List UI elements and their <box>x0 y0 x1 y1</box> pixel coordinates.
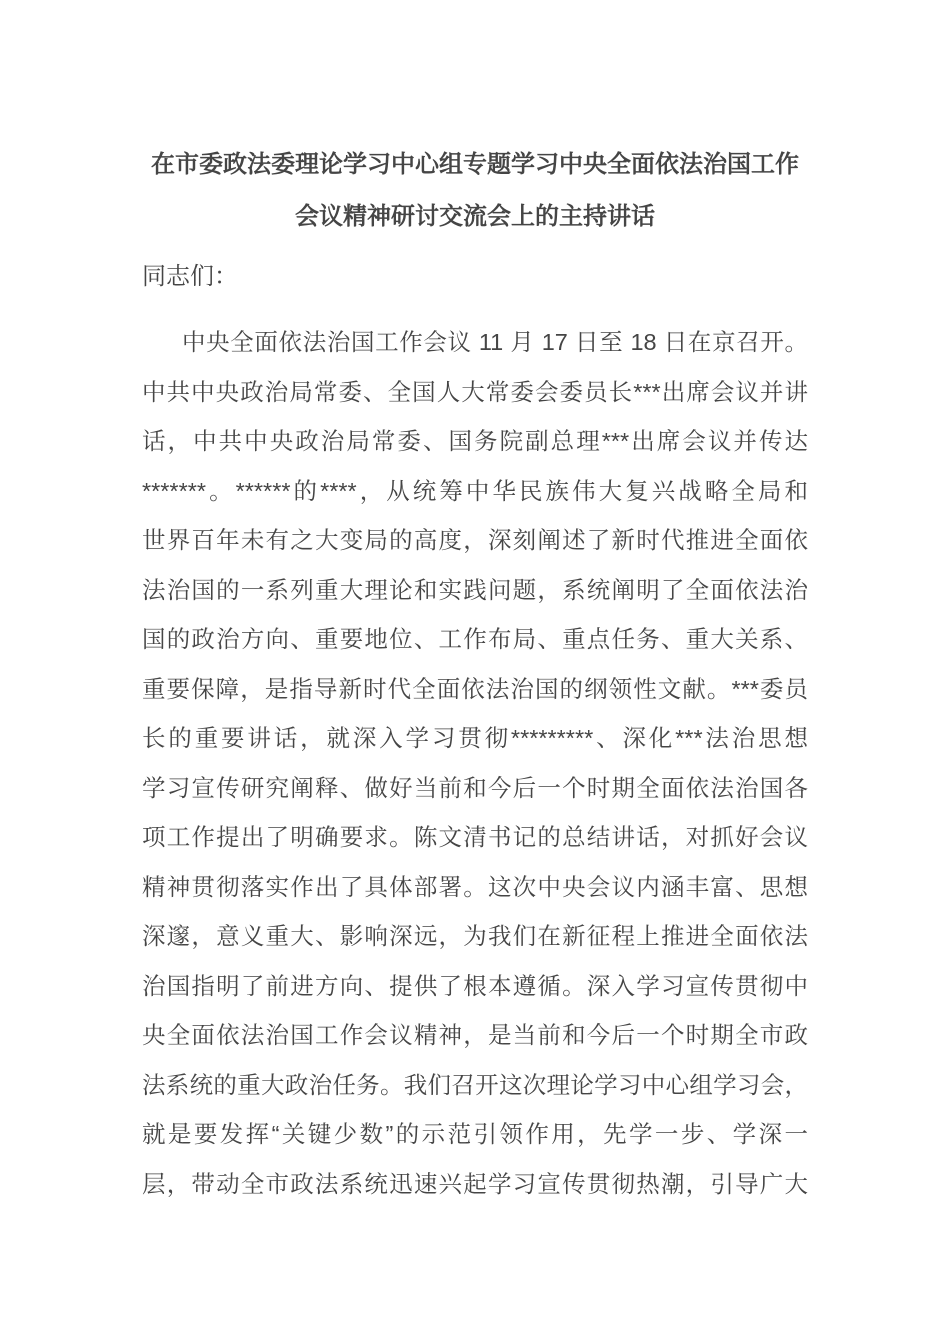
document-text-block <box>142 0 808 1209</box>
body-line: 国的政治方向、重要地位、工作布局、重点任务、重大关系、 <box>142 626 808 652</box>
body-line: 央全面依法治国工作会议精神，是当前和今后一个时期全市政 <box>142 1022 808 1048</box>
body-line: 中共中央政治局常委、全国人大常委会委员长***出席会议并讲 <box>142 378 808 405</box>
body-line: 话，中共中央政治局常委、国务院副总理***出席会议并传达 <box>142 428 808 454</box>
body-line: *******。******的****，从统筹中华民族伟大复兴战略全局和 <box>142 477 808 504</box>
body-line: 重要保障，是指导新时代全面依法治国的纲领性文献。***委员 <box>142 675 808 702</box>
body-line: 世界百年未有之大变局的高度，深刻阐述了新时代推进全面依 <box>142 527 808 553</box>
body-line: 法系统的重大政治任务。我们召开这次理论学习中心组学习会， <box>142 1071 808 1098</box>
document-title <box>142 0 808 243</box>
body-line: 法治国的一系列重大理论和实践问题，系统阐明了全面依法治 <box>142 576 808 603</box>
body-paragraph <box>142 318 808 1209</box>
body-line: 治国指明了前进方向、提供了根本遵循。深入学习宣传贯彻中 <box>142 972 808 999</box>
body-line: 层，带动全市政法系统迅速兴起学习宣传贯彻热潮，引导广大 <box>142 1170 808 1197</box>
body-line: 项工作提出了明确要求。陈文清书记的总结讲话，对抓好会议 <box>142 824 808 850</box>
body-line: 就是要发挥“关键少数”的示范引领作用，先学一步、学深一 <box>142 1121 808 1147</box>
salutation: 同志们： <box>142 263 238 290</box>
body-line: 长的重要讲话，就深入学习贯彻*********、深化***法治思想 <box>142 725 808 751</box>
title-line-1: 在市委政法委理论学习中心组专题学习中央全面依法治国工作 <box>151 151 799 178</box>
body-line: 中央全面依法治国工作会议 11 月 17 日至 18 日在京召开。 <box>182 329 808 355</box>
title-line-2: 会议精神研讨交流会上的主持讲话 <box>295 203 655 230</box>
body-line: 学习宣传研究阐释、做好当前和今后一个时期全面依法治国各 <box>142 774 808 801</box>
body-line: 深邃，意义重大、影响深远，为我们在新征程上推进全面依法 <box>142 923 808 949</box>
body-line: 精神贯彻落实作出了具体部署。这次中央会议内涵丰富、思想 <box>142 873 808 900</box>
